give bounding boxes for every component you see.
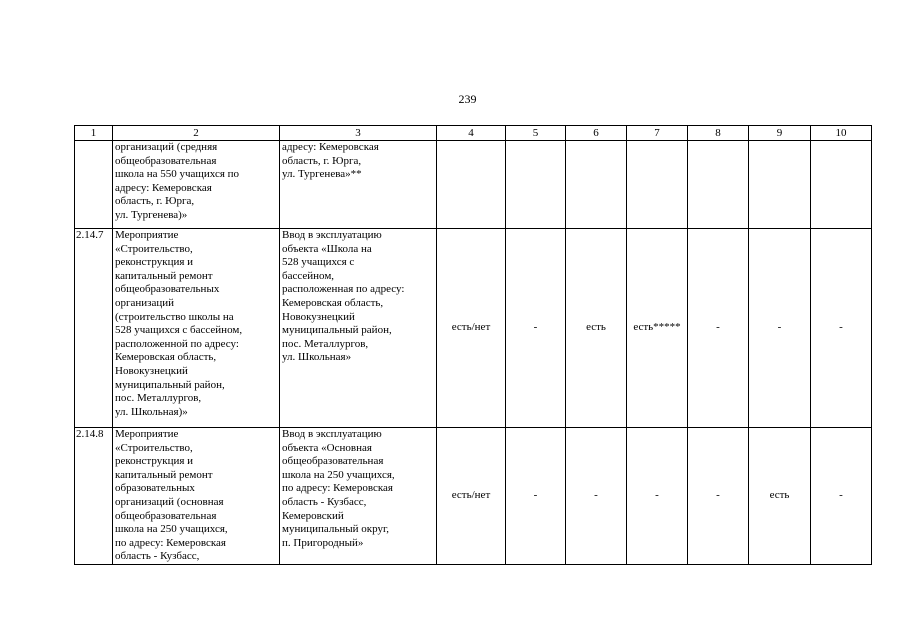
column-number: 6 [566, 126, 627, 141]
row-number: 2.14.7 [75, 229, 113, 428]
event-cell [113, 229, 280, 428]
result-cell [280, 428, 437, 565]
column-number: 3 [280, 126, 437, 141]
value-cell: - [811, 229, 872, 428]
value-cell: - [506, 428, 566, 565]
value-cell [749, 141, 811, 229]
column-number: 4 [437, 126, 506, 141]
value-cell: - [688, 229, 749, 428]
value-cell: есть***** [627, 229, 688, 428]
result-cell [280, 141, 437, 229]
value-cell: - [506, 229, 566, 428]
value-cell [811, 141, 872, 229]
column-number: 7 [627, 126, 688, 141]
value-cell [437, 141, 506, 229]
table-row [75, 428, 872, 565]
table-row [75, 141, 872, 229]
value-cell: - [749, 229, 811, 428]
value-cell [566, 141, 627, 229]
row-number: 2.14.8 [75, 428, 113, 565]
result-text: Ввод в эксплуатацию объекта «Школа на 528 учащихся с бассейном, расположенная по адресу: Кемеровская область, Новокузнецкий муниципальный район, пос. Металлургов, ул. Школьная» [282, 229, 405, 364]
value-cell: - [566, 428, 627, 565]
event-cell [113, 428, 280, 565]
result-cell [280, 229, 437, 428]
page-number: 239 [458, 92, 477, 106]
result-text: адресу: Кемеровская область, г. Юрга, ул. Тургенева»** [282, 141, 379, 181]
value-cell: - [811, 428, 872, 565]
column-number: 10 [811, 126, 872, 141]
row-number [75, 141, 113, 229]
column-number: 1 [75, 126, 113, 141]
column-number: 9 [749, 126, 811, 141]
event-text: Мероприятие «Строительство, реконструкция и капитальный ремонт общеобразовательных организаций (строительство школы на 528 учащихся с бассейном, расположенной по адресу: Кемеровская область, Новокузнецкий муниципальный район, пос. Металлургов, ул. Школьная)» [115, 229, 243, 418]
table-header-row [75, 126, 872, 141]
column-number: 2 [113, 126, 280, 141]
event-cell [113, 141, 280, 229]
value-cell [627, 141, 688, 229]
value-cell: есть/нет [437, 428, 506, 565]
value-cell: есть [566, 229, 627, 428]
value-cell [506, 141, 566, 229]
value-cell: - [688, 428, 749, 565]
column-number: 5 [506, 126, 566, 141]
result-text: Ввод в эксплуатацию объекта «Основная общеобразовательная школа на 250 учащихся, по адресу: Кемеровская область - Кузбасс, Кемеровский муниципальный округ, п. Пригородный» [282, 428, 395, 549]
value-cell: есть [749, 428, 811, 565]
indicators-table [74, 125, 872, 565]
value-cell: есть/нет [437, 229, 506, 428]
table-row [75, 229, 872, 428]
column-number: 8 [688, 126, 749, 141]
event-text: Мероприятие «Строительство, реконструкция и капитальный ремонт образовательных организаций (основная общеобразовательная школа на 250 учащихся, по адресу: Кемеровская область - Кузбасс, [115, 428, 228, 563]
value-cell [688, 141, 749, 229]
value-cell: - [627, 428, 688, 565]
event-text: организаций (средняя общеобразовательная школа на 550 учащихся по адресу: Кемеровская область, г. Юрга, ул. Тургенева)» [115, 141, 240, 221]
